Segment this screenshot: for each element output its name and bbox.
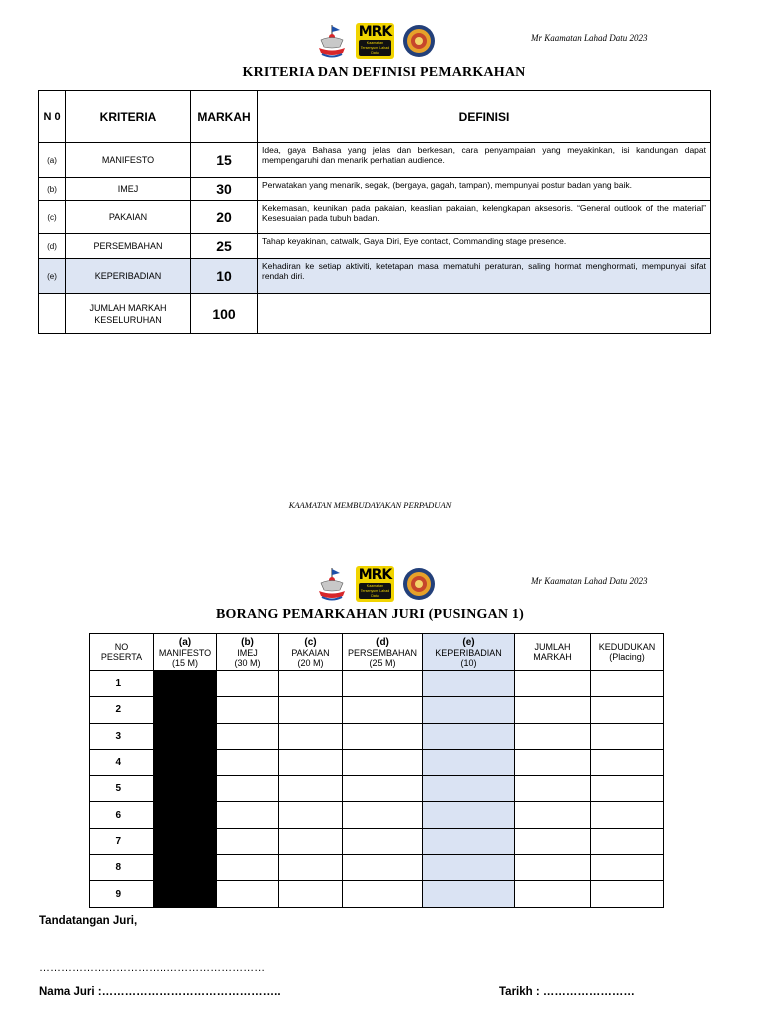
criteria-total-label: JUMLAH MARKAH KESELURUHAN	[66, 294, 191, 334]
score-cell-imej[interactable]	[217, 671, 279, 697]
col-header-persembahan: (d) PERSEMBAHAN (25 M)	[343, 634, 423, 671]
sabah-state-emblem-icon	[316, 566, 348, 602]
score-cell-jumlah-markah[interactable]	[515, 828, 591, 854]
score-cell-persembahan[interactable]	[343, 776, 423, 802]
scoring-row	[90, 855, 664, 881]
score-cell-imej[interactable]	[217, 855, 279, 881]
col-header-pakaian: (c) PAKAIAN (20 M)	[279, 634, 343, 671]
score-cell-manifesto[interactable]	[154, 723, 217, 749]
participant-number: 6	[90, 802, 154, 828]
scoring-table	[89, 633, 664, 908]
col-header-no-peserta: NO PESERTA	[90, 634, 154, 671]
score-cell-jumlah-markah[interactable]	[515, 881, 591, 907]
criteria-name: KEPERIBADIAN	[66, 259, 191, 294]
score-cell-imej[interactable]	[217, 828, 279, 854]
score-cell-keperibadian[interactable]	[423, 697, 515, 723]
col-header-imej: (b) IMEJ (30 M)	[217, 634, 279, 671]
header-note: Mr Kaamatan Lahad Datu 2023	[531, 576, 648, 586]
score-cell-pakaian[interactable]	[279, 723, 343, 749]
score-cell-persembahan[interactable]	[343, 723, 423, 749]
criteria-total-row	[39, 294, 711, 334]
participant-number: 3	[90, 723, 154, 749]
criteria-definisi: Tahap keyakinan, catwalk, Gaya Diri, Eye contact, Commanding stage presence.	[258, 234, 711, 259]
score-cell-jumlah-markah[interactable]	[515, 723, 591, 749]
score-cell-manifesto[interactable]	[154, 802, 217, 828]
score-cell-keperibadian[interactable]	[423, 723, 515, 749]
score-cell-pakaian[interactable]	[279, 671, 343, 697]
score-cell-jumlah-markah[interactable]	[515, 802, 591, 828]
participant-number: 8	[90, 855, 154, 881]
score-cell-persembahan[interactable]	[343, 671, 423, 697]
participant-number: 7	[90, 828, 154, 854]
score-cell-imej[interactable]	[217, 881, 279, 907]
criteria-row	[39, 178, 711, 201]
scoring-row	[90, 749, 664, 775]
score-cell-jumlah-markah[interactable]	[515, 697, 591, 723]
col-header-keperibadian: (e) KEPERIBADIAN (10)	[423, 634, 515, 671]
score-cell-keperibadian[interactable]	[423, 855, 515, 881]
col-header-kedudukan: KEDUDUKAN (Placing)	[591, 634, 664, 671]
scoring-row	[90, 802, 664, 828]
criteria-header-row	[39, 91, 711, 143]
score-cell-jumlah-markah[interactable]	[515, 671, 591, 697]
criteria-row	[39, 259, 711, 294]
criteria-definisi: Perwatakan yang menarik, segak, (bergaya, gagah, tampan), mempunyai postur badan yang baik.	[258, 178, 711, 201]
score-cell-pakaian[interactable]	[279, 749, 343, 775]
score-cell-keperibadian[interactable]	[423, 776, 515, 802]
score-cell-keperibadian[interactable]	[423, 881, 515, 907]
organisation-seal-icon	[402, 24, 436, 58]
criteria-name: PAKAIAN	[66, 201, 191, 234]
criteria-no: (e)	[39, 259, 66, 294]
score-cell-persembahan[interactable]	[343, 697, 423, 723]
date-field: Tarikh : ……………………	[499, 986, 635, 998]
criteria-no: (a)	[39, 143, 66, 178]
criteria-total-markah: 100	[191, 294, 258, 334]
signature-label: Tandatangan Juri,	[39, 915, 138, 927]
scoring-row	[90, 671, 664, 697]
criteria-no: (c)	[39, 201, 66, 234]
score-cell-persembahan[interactable]	[343, 749, 423, 775]
sabah-state-emblem-icon	[316, 23, 348, 59]
score-cell-kedudukan[interactable]	[591, 802, 664, 828]
mrk-logo: MRK Kaamatan Tersenyum Lahad Datu	[356, 566, 394, 602]
col-header-markah: MARKAH	[191, 91, 258, 143]
scoring-row	[90, 828, 664, 854]
score-cell-kedudukan[interactable]	[591, 881, 664, 907]
score-cell-kedudukan[interactable]	[591, 776, 664, 802]
score-cell-manifesto[interactable]	[154, 671, 217, 697]
score-cell-imej[interactable]	[217, 802, 279, 828]
criteria-definisi: Idea, gaya Bahasa yang jelas dan berkesan, cara penyampaian yang meyakinkan, isi kandungan dapat mempengaruhi dan menarik perhatian audience.	[258, 143, 711, 178]
criteria-markah: 10	[191, 259, 258, 294]
score-cell-jumlah-markah[interactable]	[515, 749, 591, 775]
score-cell-pakaian[interactable]	[279, 802, 343, 828]
score-cell-kedudukan[interactable]	[591, 723, 664, 749]
score-cell-persembahan[interactable]	[343, 855, 423, 881]
score-cell-pakaian[interactable]	[279, 828, 343, 854]
judge-name-field: Nama Juri :………………………………………..	[39, 986, 281, 998]
criteria-markah: 20	[191, 201, 258, 234]
score-cell-keperibadian[interactable]	[423, 828, 515, 854]
criteria-no: (b)	[39, 178, 66, 201]
score-cell-manifesto[interactable]	[154, 855, 217, 881]
score-cell-persembahan[interactable]	[343, 828, 423, 854]
score-cell-manifesto[interactable]	[154, 828, 217, 854]
score-cell-manifesto[interactable]	[154, 697, 217, 723]
criteria-definisi: Kekemasan, keunikan pada pakaian, keaslian pakaian, kelengkapan aksesoris. “General outlook of the material” Kesesuaian pada tubuh badan.	[258, 201, 711, 234]
score-cell-jumlah-markah[interactable]	[515, 776, 591, 802]
scoring-title: BORANG PEMARKAHAN JURI (PUSINGAN 1)	[216, 607, 524, 622]
col-header-definisi: DEFINISI	[258, 91, 711, 143]
criteria-name: IMEJ	[66, 178, 191, 201]
score-cell-imej[interactable]	[217, 723, 279, 749]
col-header-kriteria: KRITERIA	[66, 91, 191, 143]
score-cell-kedudukan[interactable]	[591, 855, 664, 881]
criteria-row	[39, 201, 711, 234]
criteria-no: (d)	[39, 234, 66, 259]
criteria-row	[39, 143, 711, 178]
score-cell-persembahan[interactable]	[343, 881, 423, 907]
scoring-body	[90, 671, 664, 908]
participant-number: 4	[90, 749, 154, 775]
participant-number: 1	[90, 671, 154, 697]
participant-number: 2	[90, 697, 154, 723]
score-cell-manifesto[interactable]	[154, 749, 217, 775]
score-cell-imej[interactable]	[217, 697, 279, 723]
score-cell-keperibadian[interactable]	[423, 802, 515, 828]
scoring-row	[90, 881, 664, 907]
score-cell-manifesto[interactable]	[154, 776, 217, 802]
score-cell-keperibadian[interactable]	[423, 671, 515, 697]
criteria-name: PERSEMBAHAN	[66, 234, 191, 259]
score-cell-kedudukan[interactable]	[591, 671, 664, 697]
score-cell-imej[interactable]	[217, 749, 279, 775]
header-logos	[316, 566, 436, 602]
signature-line: ……………………………..………………………	[39, 962, 266, 974]
header-logos	[316, 23, 436, 59]
criteria-row	[39, 234, 711, 259]
col-header-jumlah-markah: JUMLAH MARKAH	[515, 634, 591, 671]
score-cell-jumlah-markah[interactable]	[515, 855, 591, 881]
score-cell-persembahan[interactable]	[343, 802, 423, 828]
criteria-table	[38, 90, 711, 334]
organisation-seal-icon	[402, 567, 436, 601]
participant-number: 9	[90, 881, 154, 907]
header-note: Mr Kaamatan Lahad Datu 2023	[531, 33, 648, 43]
score-cell-kedudukan[interactable]	[591, 697, 664, 723]
scoring-row	[90, 697, 664, 723]
mrk-logo: MRK Kaamatan Tersenyum Lahad Datu	[356, 23, 394, 59]
score-cell-pakaian[interactable]	[279, 776, 343, 802]
col-header-manifesto: (a) MANIFESTO (15 M)	[154, 634, 217, 671]
score-cell-pakaian[interactable]	[279, 855, 343, 881]
score-cell-pakaian[interactable]	[279, 697, 343, 723]
scoring-row	[90, 723, 664, 749]
criteria-name: MANIFESTO	[66, 143, 191, 178]
score-cell-imej[interactable]	[217, 776, 279, 802]
page-footer: KAAMATAN MEMBUDAYAKAN PERPADUAN	[288, 500, 452, 510]
criteria-markah: 25	[191, 234, 258, 259]
score-cell-kedudukan[interactable]	[591, 828, 664, 854]
criteria-title: KRITERIA DAN DEFINISI PEMARKAHAN	[242, 65, 526, 80]
col-header-no: N 0	[39, 91, 66, 143]
scoring-header-row	[90, 634, 664, 671]
criteria-markah: 30	[191, 178, 258, 201]
score-cell-keperibadian[interactable]	[423, 749, 515, 775]
score-cell-pakaian[interactable]	[279, 881, 343, 907]
criteria-definisi: Kehadiran ke setiap aktiviti, ketetapan masa mematuhi peraturan, saling hormat menghormati, mempunyai sifat rendah diri.	[258, 259, 711, 294]
scoring-row	[90, 776, 664, 802]
participant-number: 5	[90, 776, 154, 802]
score-cell-manifesto[interactable]	[154, 881, 217, 907]
score-cell-kedudukan[interactable]	[591, 749, 664, 775]
criteria-markah: 15	[191, 143, 258, 178]
